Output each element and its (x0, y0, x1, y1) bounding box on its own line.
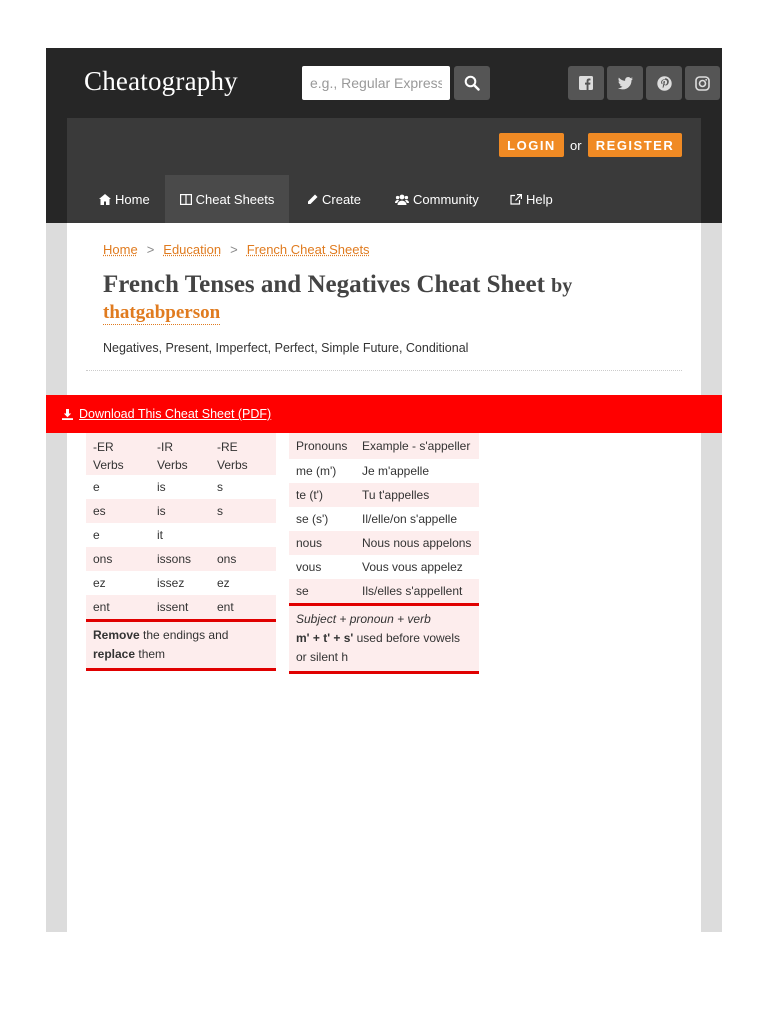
table-header-row (86, 433, 276, 475)
note-text: used before vowels (353, 631, 460, 645)
page-title (103, 272, 683, 299)
table-cell: s (217, 480, 223, 494)
table-cell: me (m') (296, 464, 337, 478)
table-cell: Nous nous appelons (362, 536, 472, 550)
pinterest-icon (657, 76, 672, 91)
nav-item-create[interactable] (307, 175, 361, 223)
search-input[interactable] (302, 66, 450, 100)
table-header: -ER Verbs (93, 440, 124, 472)
title-text: French Tenses and Negatives Cheat Sheet (103, 271, 545, 298)
table-cell: issons (157, 552, 192, 566)
table-row (289, 483, 479, 507)
table-cell: vous (296, 560, 322, 574)
breadcrumb-separator: > (146, 242, 155, 257)
home-icon (99, 194, 111, 205)
table-row (86, 547, 276, 571)
table-cell: ez (217, 576, 230, 590)
breadcrumb-french-cheat-sheets[interactable]: French Cheat Sheets (246, 242, 370, 257)
endings-note (86, 619, 276, 671)
table-cell: Je m'appelle (362, 464, 429, 478)
external-link-icon (510, 194, 522, 205)
pronouns-table-card (289, 433, 479, 674)
endings-table (86, 433, 276, 619)
nav-item-help[interactable] (510, 175, 553, 223)
table-row (86, 523, 276, 547)
endings-table-card (86, 433, 276, 671)
site-logo[interactable]: Cheatography (84, 66, 238, 96)
breadcrumb-education[interactable]: Education (163, 242, 222, 257)
instagram-icon (695, 76, 710, 91)
table-cell: Il/elle/on s'appelle (362, 512, 458, 526)
note-text: or silent h (296, 650, 349, 664)
nav-item-label: Cheat Sheets (195, 191, 275, 207)
table-cell: e (93, 480, 100, 494)
table-cell: te (t') (296, 488, 323, 502)
table-header: Example - s'appeller (362, 439, 471, 453)
or-text: or (570, 138, 582, 153)
table-cell: Ils/elles s'appellent (362, 584, 463, 598)
table-header-row (289, 433, 479, 459)
download-label: Download This Cheat Sheet (PDF) (79, 407, 272, 421)
note-italic: Subject + pronoun + verb (296, 612, 431, 626)
note-bold: replace (93, 647, 136, 661)
facebook-icon (579, 76, 593, 90)
table-row (289, 555, 479, 579)
table-cell: es (93, 504, 106, 518)
book-icon (180, 194, 192, 205)
table-cell: s (217, 504, 223, 518)
table-cell: ons (217, 552, 237, 566)
table-cell: ons (93, 552, 113, 566)
nav-item-label: Community (413, 191, 479, 207)
search-icon (464, 75, 480, 91)
table-cell: Vous vous appelez (362, 560, 463, 574)
table-cell: ent (93, 600, 110, 614)
nav-item-label: Create (322, 191, 362, 207)
note-bold: Remove (93, 628, 140, 642)
table-header: -IR Verbs (157, 440, 188, 472)
table-header: Pronouns (296, 439, 348, 453)
table-cell: se (296, 584, 309, 598)
table-row (86, 571, 276, 595)
nav-item-home[interactable] (99, 175, 150, 223)
table-cell: e (93, 528, 100, 542)
table-cell: issent (157, 600, 189, 614)
table-row (289, 459, 479, 483)
author-link[interactable]: thatgabperson (103, 302, 221, 323)
breadcrumb-separator: > (230, 242, 238, 257)
pronouns-table (289, 433, 479, 603)
note-bold: m' + t' + s' (296, 631, 354, 645)
pinterest-button[interactable] (646, 66, 682, 100)
nav-item-label: Home (115, 191, 150, 207)
table-cell (210, 523, 276, 547)
table-cell: Tu t'appelles (362, 488, 430, 502)
download-icon (62, 409, 73, 420)
note-text: the endings and (139, 628, 229, 642)
twitter-icon (618, 77, 633, 90)
nav-item-cheat-sheets[interactable] (165, 175, 289, 223)
pronouns-note (289, 603, 479, 674)
search-button[interactable] (454, 66, 490, 100)
table-cell: issez (157, 576, 185, 590)
table-header: -RE Verbs (217, 440, 248, 472)
table-row (289, 579, 479, 603)
users-icon (395, 194, 409, 205)
instagram-button[interactable] (685, 66, 720, 100)
nav-item-label: Help (526, 191, 553, 207)
table-cell: nous (296, 536, 323, 550)
divider (86, 370, 682, 371)
table-cell: is (157, 480, 166, 494)
page-description: Negatives, Present, Imperfect, Perfect, Simple Future, Conditional (103, 341, 469, 355)
facebook-button[interactable] (568, 66, 604, 100)
table-row (86, 475, 276, 499)
table-row (86, 499, 276, 523)
download-pdf-link[interactable] (62, 407, 271, 421)
table-row (289, 531, 479, 555)
pencil-icon (307, 194, 318, 205)
table-row (289, 507, 479, 531)
table-row (86, 595, 276, 619)
nav-item-community[interactable] (395, 175, 479, 223)
note-text: them (135, 647, 166, 661)
table-cell: se (s') (296, 512, 329, 526)
download-bar (46, 395, 722, 433)
table-cell: it (157, 528, 163, 542)
login-button[interactable]: LOGIN (499, 133, 564, 157)
table-cell: ent (217, 600, 234, 614)
register-button[interactable]: REGISTER (588, 133, 682, 157)
breadcrumb-home[interactable]: Home (103, 242, 138, 257)
breadcrumb (103, 242, 370, 257)
twitter-button[interactable] (607, 66, 643, 100)
title-by: by (551, 275, 573, 297)
table-cell: ez (93, 576, 106, 590)
table-cell: is (157, 504, 166, 518)
